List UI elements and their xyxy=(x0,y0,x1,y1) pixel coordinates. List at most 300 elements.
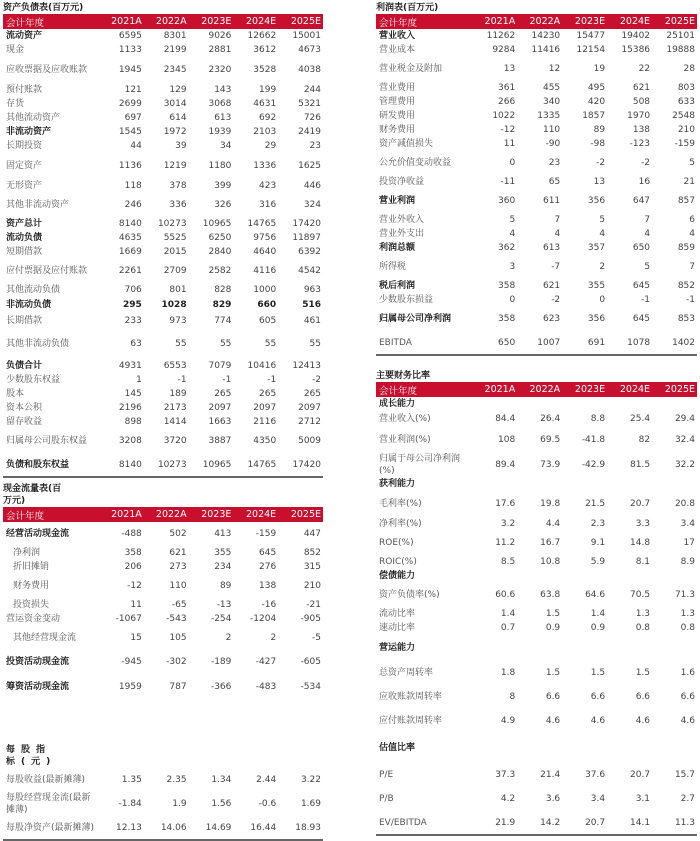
cell-value: -42.9 xyxy=(581,460,606,470)
cell-value: 21.5 xyxy=(585,499,606,509)
cell-value: -302 xyxy=(166,657,187,667)
row-label: 经营活动现金流 xyxy=(6,529,70,539)
cell-value: 15.7 xyxy=(674,770,695,780)
row-label: 成长能力 xyxy=(379,399,416,409)
cell-value: 20.7 xyxy=(585,817,606,828)
column-header-year: 2024E xyxy=(607,14,652,29)
header-row xyxy=(376,14,697,29)
cell-value: 2261 xyxy=(118,266,142,276)
row-label: 每股收益(最新摊薄) xyxy=(6,775,86,785)
table-row xyxy=(376,733,697,763)
row-label: 研发费用 xyxy=(379,111,416,121)
cell-value: 1857 xyxy=(582,111,606,121)
cell-value: 1414 xyxy=(163,417,187,427)
cell-value: 2582 xyxy=(208,266,232,276)
cell-value: -2 xyxy=(312,375,321,385)
cell-value: 3612 xyxy=(253,45,277,55)
row-label: 短期借款 xyxy=(6,247,43,257)
row-label: 营业外收入 xyxy=(379,215,425,225)
cell-value: 10.8 xyxy=(540,557,561,567)
ratios-table xyxy=(376,382,697,836)
cell-value: 5 xyxy=(509,215,516,225)
cell-value: 0 xyxy=(599,295,606,305)
cell-value xyxy=(607,397,652,411)
cell-value: 12662 xyxy=(247,31,277,41)
cell-value: 3.6 xyxy=(545,794,561,804)
cell-value: 1.3 xyxy=(680,609,695,619)
table-row xyxy=(376,635,697,661)
row-label: 长期借款 xyxy=(6,316,43,326)
cell-value: 3.1 xyxy=(635,794,651,804)
cell-value: 0.8 xyxy=(680,623,695,633)
cell-value: 4.6 xyxy=(545,716,561,726)
cell-value: -7 xyxy=(551,262,561,272)
cell-value: 803 xyxy=(677,83,695,93)
income-statement-table xyxy=(376,14,697,356)
cell-value: 3887 xyxy=(208,436,232,446)
table-row xyxy=(3,453,323,477)
cell-value: -90 xyxy=(545,139,561,149)
table-row xyxy=(3,29,323,43)
table-row xyxy=(3,231,323,245)
cell-value: 857 xyxy=(677,196,695,206)
cell-value: 360 xyxy=(498,196,516,206)
header-row xyxy=(376,382,697,397)
table-row xyxy=(3,179,323,193)
row-label: 应收票据及应收账款 xyxy=(6,65,88,75)
row-label: 财务费用 xyxy=(13,581,50,591)
column-header-year: 2022A xyxy=(517,382,562,397)
table-row xyxy=(376,397,697,411)
table-row xyxy=(376,555,697,569)
cell-value: 315 xyxy=(303,562,321,572)
row-label: 营业收入(%) xyxy=(379,414,431,424)
cell-value: 340 xyxy=(542,97,561,107)
table-row xyxy=(376,279,697,293)
row-label: 应付账款周转率 xyxy=(379,716,443,726)
cell-value: 110 xyxy=(169,581,187,591)
table-row xyxy=(3,415,323,429)
cell-value: 2 xyxy=(599,262,606,272)
table-row xyxy=(3,387,323,401)
cell-value: 129 xyxy=(169,85,187,95)
cell-value: 502 xyxy=(169,529,187,539)
row-label: 其他非流动负债 xyxy=(6,339,70,349)
cell-value: 361 xyxy=(498,83,516,93)
cell-value: 15 xyxy=(130,633,142,643)
cell-value: 852 xyxy=(303,548,321,558)
cell-value: 0 xyxy=(509,295,516,305)
cell-value: 3720 xyxy=(163,436,187,446)
cell-value: 70.5 xyxy=(630,590,651,600)
cell-value: 1545 xyxy=(118,127,142,137)
cell-value: 2097 xyxy=(208,403,232,413)
row-label: 营业利润 xyxy=(379,196,416,206)
cell-value xyxy=(517,569,562,583)
cell-value: -427 xyxy=(255,657,277,667)
row-label: 筹资活动现金流 xyxy=(6,682,70,692)
cell-value: 19402 xyxy=(621,31,651,41)
cell-value: 324 xyxy=(303,200,321,210)
cell-value: 4350 xyxy=(253,436,277,446)
table-row xyxy=(3,429,323,453)
column-header-fiscal-year: 会计年度 xyxy=(3,14,99,29)
cell-value xyxy=(652,477,697,491)
cell-value: 89 xyxy=(219,581,232,591)
cell-value: -1.84 xyxy=(118,799,142,809)
cell-value: 17420 xyxy=(292,459,321,470)
cell-value xyxy=(607,477,652,491)
cell-value: 4116 xyxy=(253,266,277,276)
row-label: 营业成本 xyxy=(379,45,416,55)
cell-value: -2 xyxy=(641,158,651,168)
cell-value: 0.8 xyxy=(635,623,651,633)
cell-value: 12413 xyxy=(292,361,321,371)
cell-value: 12 xyxy=(548,64,561,74)
cell-value: 455 xyxy=(542,83,561,93)
cell-value: 9284 xyxy=(492,45,516,55)
column-header-year: 2022A xyxy=(144,14,189,29)
cell-value: 355 xyxy=(214,548,232,558)
cell-value: 6.6 xyxy=(545,692,561,702)
cell-value: 2419 xyxy=(298,127,321,137)
cell-value: 645 xyxy=(632,281,651,291)
cell-value: 10273 xyxy=(157,459,187,470)
table-row xyxy=(376,241,697,255)
row-label: 其他流动负债 xyxy=(6,285,61,295)
income-statement-panel xyxy=(376,2,697,356)
cell-value xyxy=(562,477,607,491)
cell-value: -1 xyxy=(267,375,277,385)
row-label: 偿债能力 xyxy=(379,571,416,581)
row-label: 负债合计 xyxy=(6,361,43,371)
table-row xyxy=(376,661,697,685)
table-row xyxy=(3,650,323,674)
table-row xyxy=(376,685,697,709)
cell-value: -13 xyxy=(216,600,232,610)
table-row xyxy=(3,193,323,217)
cash-flow-table xyxy=(3,507,323,700)
table-row xyxy=(3,598,323,612)
cell-value: 265 xyxy=(214,389,232,399)
cell-value: 4673 xyxy=(298,45,321,55)
per-share-title: 每股指标(元) xyxy=(6,745,57,767)
table-row xyxy=(376,453,697,477)
cell-value: 1402 xyxy=(672,337,695,348)
cell-value xyxy=(652,397,697,411)
cell-value: 605 xyxy=(259,316,277,326)
cell-value: 3014 xyxy=(163,99,187,109)
cell-value: 2.35 xyxy=(166,775,187,785)
cell-value xyxy=(472,477,517,491)
cell-value: 37.6 xyxy=(585,770,606,780)
cell-value: 645 xyxy=(632,314,651,324)
cell-value: 17.6 xyxy=(495,499,516,509)
table-row xyxy=(376,175,697,189)
cell-value: 20.7 xyxy=(630,770,651,780)
cell-value: 11.2 xyxy=(495,538,516,548)
cell-value: 2196 xyxy=(118,403,142,413)
cell-value: 853 xyxy=(677,314,695,324)
cell-value: 355 xyxy=(587,281,606,291)
cell-value: 356 xyxy=(587,314,606,324)
cell-value: 15386 xyxy=(621,45,651,55)
table-row xyxy=(376,811,697,835)
cell-value: 18.93 xyxy=(295,822,321,833)
column-header-year: 2021A xyxy=(472,382,517,397)
table-row xyxy=(3,768,323,792)
cell-value: 11.3 xyxy=(674,817,695,828)
cell-value: 138 xyxy=(259,581,277,591)
table-row xyxy=(376,787,697,811)
row-label: 获利能力 xyxy=(379,479,416,489)
cell-value: 326 xyxy=(214,200,232,210)
cell-value: 1.5 xyxy=(590,668,606,678)
cell-value: 4.9 xyxy=(500,716,516,726)
row-label: 其他流动资产 xyxy=(6,113,61,123)
table-row xyxy=(3,359,323,373)
cell-value: 6 xyxy=(689,215,695,225)
cell-value: 246 xyxy=(124,200,142,210)
header-row xyxy=(3,507,323,522)
cell-value: 16.7 xyxy=(540,538,561,548)
cell-value: -1067 xyxy=(115,614,142,624)
cell-value: 108 xyxy=(498,435,516,445)
row-label: ROIC(%) xyxy=(379,557,417,567)
cell-value: 633 xyxy=(677,97,695,107)
cell-value: 14.8 xyxy=(630,538,651,548)
table-row xyxy=(3,560,323,574)
cell-value: 206 xyxy=(124,562,142,572)
cell-value: 14.2 xyxy=(540,817,561,828)
cell-value: -123 xyxy=(629,139,651,149)
cell-value: 1.56 xyxy=(211,799,232,809)
row-label: EBITDA xyxy=(379,337,412,348)
cell-value: 20.8 xyxy=(674,499,695,509)
cell-value: 2345 xyxy=(163,65,187,75)
cell-value: 2097 xyxy=(253,403,277,413)
cell-value: 4.2 xyxy=(500,794,516,804)
cell-value: 16 xyxy=(638,177,651,187)
cell-value: 110 xyxy=(542,125,561,135)
cell-value: 647 xyxy=(632,196,651,206)
row-label: 所得税 xyxy=(379,262,407,272)
table-row xyxy=(376,491,697,517)
cell-value: 23 xyxy=(309,141,321,151)
cell-value: 6250 xyxy=(208,233,232,243)
row-label: P/B xyxy=(379,794,394,804)
cell-value: 12154 xyxy=(576,45,606,55)
cell-value: 973 xyxy=(169,316,187,326)
cell-value: 1945 xyxy=(118,65,142,75)
row-label: 毛利率(%) xyxy=(379,499,422,509)
row-label: 投资活动现金流 xyxy=(6,657,70,667)
cell-value: 2199 xyxy=(163,45,187,55)
row-label: 预付账款 xyxy=(6,85,43,95)
table-row xyxy=(3,792,323,816)
cell-value: 8140 xyxy=(118,459,142,470)
cell-value: 17420 xyxy=(292,219,321,229)
cell-value: 1180 xyxy=(208,161,232,171)
table-row xyxy=(376,151,697,175)
cell-value: 623 xyxy=(542,314,561,324)
cell-value: 697 xyxy=(124,113,142,123)
cell-value: 71.3 xyxy=(674,590,695,600)
cell-value: 19 xyxy=(593,64,606,74)
column-header-year: 2023E xyxy=(562,382,607,397)
table-row xyxy=(376,477,697,491)
row-label: 营业税金及附加 xyxy=(379,64,443,74)
column-header-fiscal-year: 会计年度 xyxy=(376,14,472,29)
cell-value: 121 xyxy=(124,85,142,95)
row-label: 应收账款周转率 xyxy=(379,692,443,702)
row-label: 无形资产 xyxy=(6,181,43,191)
column-header-year: 2022A xyxy=(144,507,189,522)
cell-value: 5525 xyxy=(163,233,187,243)
cell-value xyxy=(517,733,562,763)
column-header-year: 2021A xyxy=(472,14,517,29)
cell-value: 233 xyxy=(124,316,142,326)
cell-value: -254 xyxy=(210,614,232,624)
cell-value: 244 xyxy=(303,85,321,95)
table-row xyxy=(376,123,697,137)
cell-value: 6553 xyxy=(163,361,187,371)
cell-value: 14.69 xyxy=(205,822,232,833)
cell-value: 5009 xyxy=(298,436,321,446)
column-header-year: 2023E xyxy=(562,14,607,29)
cell-value: 8.8 xyxy=(590,414,606,424)
table-row xyxy=(376,227,697,241)
cell-value: 1.34 xyxy=(211,775,232,785)
cell-value: -11 xyxy=(500,177,516,187)
table-row xyxy=(3,125,323,139)
table-row xyxy=(3,283,323,297)
table-row xyxy=(3,816,323,840)
cell-value: 63 xyxy=(130,339,142,349)
cell-value: 7 xyxy=(644,215,651,225)
column-header-year: 2025E xyxy=(278,507,323,522)
cell-value: 4 xyxy=(689,229,695,239)
row-label: 应付票据及应付账款 xyxy=(6,266,88,276)
row-label: 资产总计 xyxy=(6,219,43,229)
cell-value: 4640 xyxy=(253,247,277,257)
table-row xyxy=(3,401,323,415)
row-label: 公允价值变动收益 xyxy=(379,158,452,168)
cell-value: 89.4 xyxy=(495,460,516,470)
cell-value: 44 xyxy=(130,141,142,151)
cell-value: 774 xyxy=(214,316,232,326)
cell-value xyxy=(607,733,652,763)
balance-sheet-table xyxy=(3,14,323,478)
row-label: 少数股东损益 xyxy=(379,295,434,305)
cell-value: 6.6 xyxy=(680,692,695,702)
column-header-year: 2023E xyxy=(189,14,234,29)
cell-value: 1007 xyxy=(537,337,561,348)
cell-value: 4 xyxy=(554,229,561,239)
table-row xyxy=(376,621,697,635)
cell-value: 1.4 xyxy=(500,609,516,619)
row-label: 每股经营现金流(最新摊薄) xyxy=(6,793,91,815)
cell-value: 6595 xyxy=(118,31,142,41)
column-header-year: 2025E xyxy=(652,382,697,397)
cell-value: 3 xyxy=(509,262,516,272)
cell-value: 2015 xyxy=(163,247,187,257)
cell-value xyxy=(607,635,652,661)
table-row xyxy=(376,331,697,355)
cell-value: 14765 xyxy=(247,459,277,470)
cell-value: 55 xyxy=(309,339,321,349)
cell-value: 461 xyxy=(303,316,321,326)
cell-value: 25.4 xyxy=(630,414,651,424)
table-row xyxy=(376,763,697,787)
cell-value: 63.8 xyxy=(540,590,561,600)
table-row xyxy=(376,109,697,123)
cell-value: 9.1 xyxy=(590,538,606,548)
cell-value: 23 xyxy=(548,158,561,168)
table-row xyxy=(376,137,697,151)
cell-value: 8 xyxy=(509,692,516,702)
cell-value: 859 xyxy=(677,243,695,253)
cell-value: 1219 xyxy=(163,161,187,171)
cell-value: 691 xyxy=(587,337,606,348)
cell-value: 4.6 xyxy=(590,716,606,726)
cell-value xyxy=(562,397,607,411)
cell-value: 4 xyxy=(599,229,606,239)
row-label: 税后利润 xyxy=(379,281,416,291)
cell-value: 82 xyxy=(638,435,651,445)
row-label: 营业收入 xyxy=(379,31,416,41)
cell-value xyxy=(652,733,697,763)
cell-value: 19888 xyxy=(666,45,695,55)
cell-value: 1.35 xyxy=(121,775,142,785)
cell-value: -21 xyxy=(306,600,321,610)
cell-value: 1336 xyxy=(253,161,277,171)
cell-value: 3.3 xyxy=(635,519,651,529)
table-row xyxy=(3,626,323,650)
cell-value: -16 xyxy=(261,600,277,610)
cell-value: 2712 xyxy=(298,417,321,427)
table-row xyxy=(3,217,323,231)
cell-value: 32.4 xyxy=(674,435,695,445)
cell-value: 787 xyxy=(169,682,187,692)
row-label: 其他非流动资产 xyxy=(6,200,70,210)
cell-value: 295 xyxy=(123,300,142,310)
row-label: 投资净收益 xyxy=(379,177,425,187)
cell-value: -534 xyxy=(300,682,321,692)
table-row xyxy=(376,583,697,607)
cell-value: -366 xyxy=(210,682,232,692)
cell-value xyxy=(652,635,697,661)
cell-value: 2320 xyxy=(208,65,232,75)
cell-value: 1.9 xyxy=(172,799,187,809)
row-label: 折旧摊销 xyxy=(13,562,50,572)
cell-value: 265 xyxy=(303,389,321,399)
row-label: 归属母公司股东权益 xyxy=(6,436,88,446)
cell-value: 2548 xyxy=(672,111,695,121)
cell-value xyxy=(472,733,517,763)
cell-value: 5.9 xyxy=(590,557,606,567)
cell-value: -2 xyxy=(596,158,606,168)
table-row xyxy=(376,607,697,621)
cell-value xyxy=(562,569,607,583)
cell-value: 1335 xyxy=(537,111,561,121)
cell-value: 0.9 xyxy=(545,623,561,633)
row-label: 速动比率 xyxy=(379,623,416,633)
cell-value: -189 xyxy=(210,657,232,667)
cell-value: 413 xyxy=(214,529,232,539)
cell-value: 21 xyxy=(683,177,695,187)
cell-value: 1625 xyxy=(298,161,321,171)
